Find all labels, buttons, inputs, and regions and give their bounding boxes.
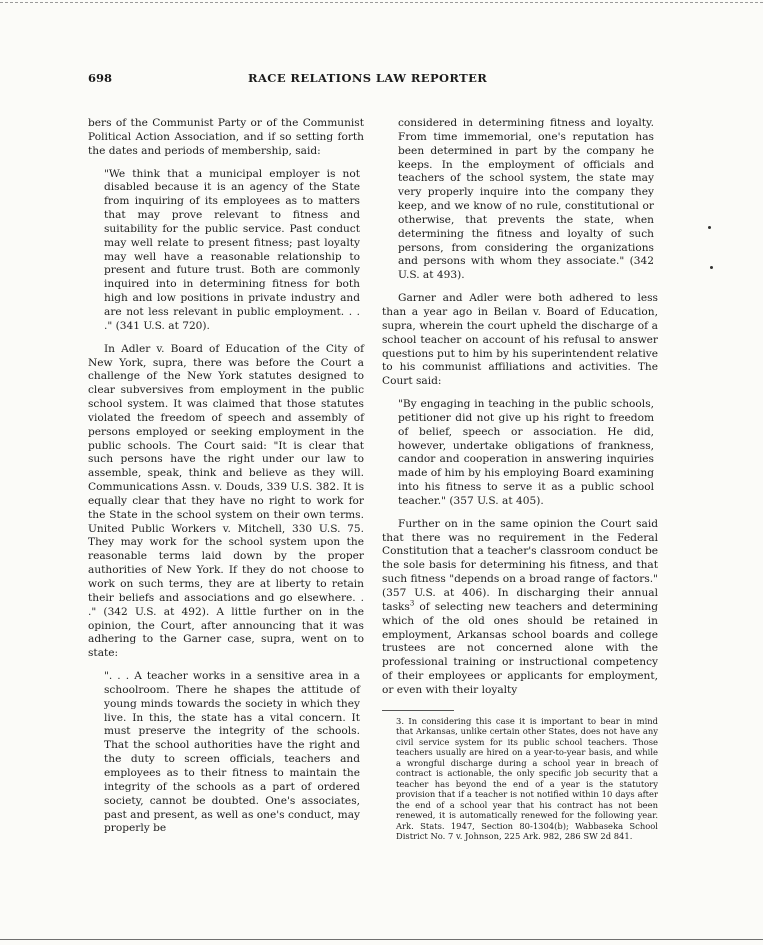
- page-header: [88, 71, 678, 89]
- block-quote-garner: "We think that a municipal employer is not disabled because it is an agency of the State from inquiring of its employees as to matters that may prove relevant to fitness and suitability for the public service. Past conduct may well relate to present fitness; past loyalty may well have a reasonable relationship to present and future trust. Both are commonly inquired into in determining fitness for both high and low positions in private industry and are not less relevant in public employment. . . ." (341 U.S. at 720).: [104, 167, 360, 332]
- paragraph-beilan: Garner and Adler were both adhered to less than a year ago in Beilan v. Board of Education, supra, wherein the court upheld the discharge of a school teacher on account of his refusal to answer questions put to him by his superintendent relative to his communist affiliations and activities. The Court said:: [382, 292, 658, 388]
- running-title: RACE RELATIONS LAW REPORTER: [248, 71, 488, 85]
- page-number: 698: [88, 71, 113, 85]
- scan-speck: [708, 226, 711, 229]
- scan-speck: [710, 266, 713, 269]
- block-quote-adler-continued: considered in determining fitness and loyalty. From time immemorial, one's reputation has been determined in part by the company he keeps. In the employment of officials and teachers of the school system, the state may very properly inquire into the company they keep, and we know of no rule, constitutional or otherwise, that prevents the state, when determining the fitness and loyalty of such persons, from considering the organizations and persons with whom they associate." (342 U.S. at 493).: [398, 117, 654, 282]
- paragraph-further-text-b: of selecting new teachers and determining which of the old ones should be retained in employment, Arkansas school boards and college trustees are not concerned alone with the professional training or instructional competency of their employees or applicants for employment, or even with their loyalty: [382, 600, 658, 696]
- left-column: [88, 117, 364, 836]
- footnote-3: 3. In considering this case it is important to bear in mind that Arkansas, unlike certain other States, does not have any civil service system for its public school teachers. Those teachers usually are hired on a year-to-year basis, and while a wrongful discharge during a school year in breach of contract is actionable, the only specific job security that a teacher has beyond the end of a year is the statutory provision that if a teacher is not notified within 10 days after the end of a school year that his contract has not been renewed, it is automatically renewed for the following year. Ark. Stats. 1947, Section 80-1304(b); Wabbaseka School District No. 7 v. Johnson, 225 Ark. 982, 286 SW 2d 841.: [396, 715, 658, 842]
- footnote-reference: 3: [409, 599, 415, 608]
- paragraph-continuation: bers of the Communist Party or of the Communist Political Action Association, and if so setting forth the dates and periods of membership, said:: [88, 117, 364, 157]
- block-quote-beilan: "By engaging in teaching in the public schools, petitioner did not give up his right to freedom of belief, speech or association. He did, however, undertake obligations of frankness, candor and cooperation in answering inquiries made of him by his employing Board examining into his fitness to serve it as a public school teacher." (357 U.S. at 405).: [398, 398, 654, 507]
- footnote-divider: [382, 710, 454, 711]
- block-quote-adler: ". . . A teacher works in a sensitive area in a schoolroom. There he shapes the attitude of young minds towards the society in which they live. In this, the state has a vital concern. It must preserve the integrity of the schools. That the school authorities have the right and the duty to screen officials, teachers and employees as to their fitness to maintain the integrity of the schools as a part of ordered society, cannot be doubted. One's associates, past and present, as well as one's conduct, may properly be: [104, 670, 360, 835]
- paragraph-further-text-a: Further on in the same opinion the Court said that there was no requirement in the Federal Constitution that a teacher's classroom conduct be the sole basis for determining his fitness, and that such fitness "depends on a broad range of factors." (357 U.S. at 406). In discharging their annual tasks: [382, 517, 658, 613]
- paragraph-adler: In Adler v. Board of Education of the City of New York, supra, there was before the Court a challenge of the New York statutes designed to clear subversives from employment in the public school system. It was claimed that those statutes violated the freedom of speech and assembly of persons employed or seeking employment in the public schools. The Court said: "It is clear that such persons have the right under our law to assemble, speak, think and believe as they will. Communications Assn. v. Douds, 339 U.S. 382. It is equally clear that they have no right to work for the State in the school system on their own terms. United Public Workers v. Mitchell, 330 U.S. 75. They may work for the school system upon the reasonable terms laid down by the proper authorities of New York. If they do not choose to work on such terms, they are at liberty to retain their beliefs and associations and go elsewhere. . ." (342 U.S. at 492). A little further on in the opinion, the Court, after announcing that it was adhering to the Garner case, supra, went on to state:: [88, 342, 364, 660]
- paragraph-further: [382, 518, 658, 698]
- bottom-page-edge: [0, 939, 763, 940]
- top-page-edge: [0, 2, 763, 3]
- right-column: [382, 117, 658, 842]
